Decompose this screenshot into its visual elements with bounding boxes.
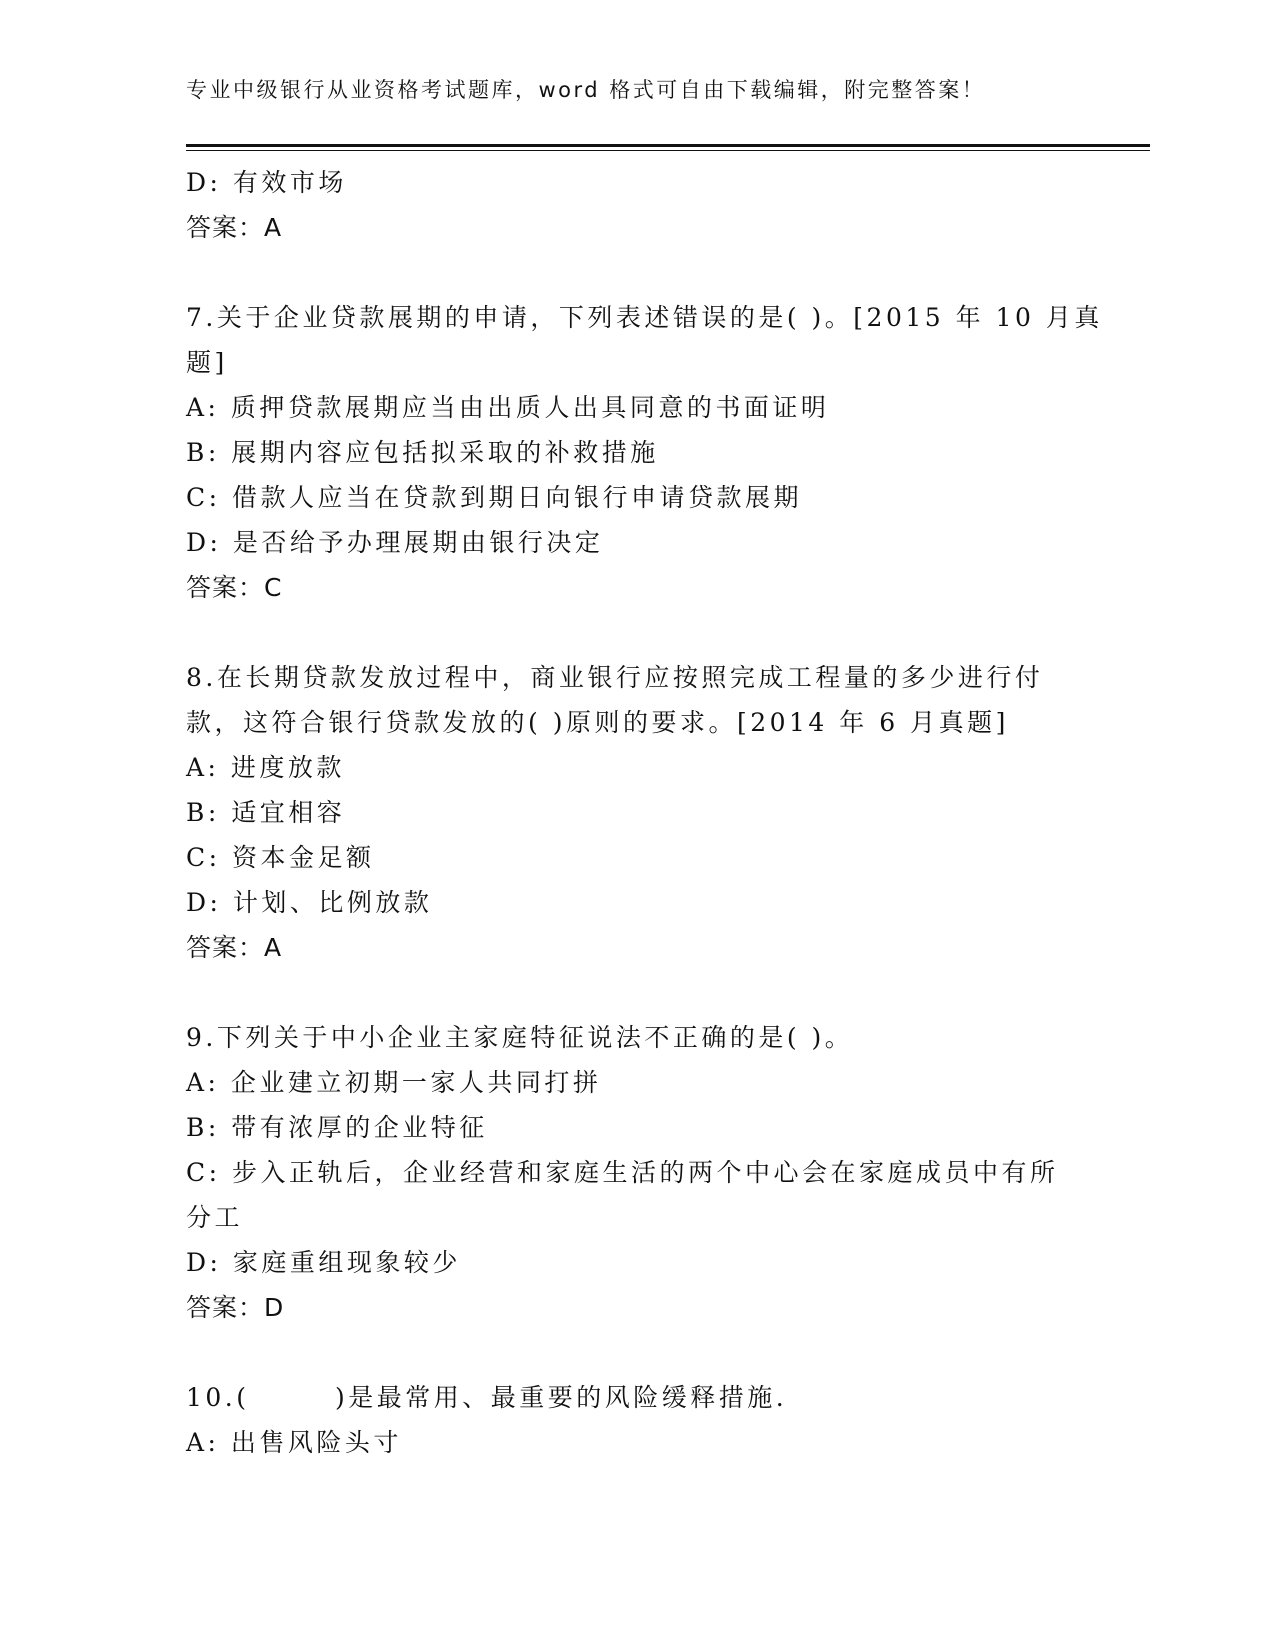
option-c: C: 步入正轨后，企业经营和家庭生活的两个中心会在家庭成员中有所 <box>186 1158 1059 1187</box>
question-stem: 8.在长期贷款发放过程中，商业银行应按照完成工程量的多少进行付 <box>186 663 1044 692</box>
spacer <box>186 250 1086 295</box>
option-d: D: 家庭重组现象较少 <box>186 1248 461 1277</box>
option-c-continued: 分工 <box>186 1203 244 1232</box>
answer-label: 答案：D <box>186 1293 285 1322</box>
page-header: 专业中级银行从业资格考试题库，word 格式可自由下载编辑，附完整答案！ <box>186 78 986 102</box>
option-d: D: 计划、比例放款 <box>186 888 433 917</box>
question-8 <box>186 655 1086 970</box>
question-stem: 款，这符合银行贷款发放的( )原则的要求。[2014 年 6 月真题] <box>186 708 1009 737</box>
question-stem: 10.( )是最常用、最重要的风险缓释措施. <box>186 1383 788 1412</box>
question-stem: 7.关于企业贷款展期的申请，下列表述错误的是( )。[2015 年 10 月真 <box>186 303 1103 332</box>
question-stem: 题] <box>186 348 228 377</box>
option-a: A: 质押贷款展期应当由出质人出具同意的书面证明 <box>186 393 830 422</box>
question-stem: 9.下列关于中小企业主家庭特征说法不正确的是( )。 <box>186 1023 854 1052</box>
question-list <box>186 160 1103 1465</box>
spacer <box>186 970 1086 1015</box>
option-d: D: 有效市场 <box>186 168 347 197</box>
option-b: B: 带有浓厚的企业特征 <box>186 1113 488 1142</box>
answer-label: 答案：C <box>186 573 283 602</box>
option-c: C: 资本金足额 <box>186 843 375 872</box>
option-b: B: 适宜相容 <box>186 798 346 827</box>
option-a: A: 企业建立初期一家人共同打拼 <box>186 1068 602 1097</box>
option-a: A: 进度放款 <box>186 753 345 782</box>
answer-label: 答案：A <box>186 933 283 962</box>
header-rule-thick <box>186 144 1150 147</box>
option-b: B: 展期内容应包括拟采取的补救措施 <box>186 438 659 467</box>
option-a: A: 出售风险头寸 <box>186 1428 402 1457</box>
option-d: D: 是否给予办理展期由银行决定 <box>186 528 604 557</box>
question-9 <box>186 1015 1086 1330</box>
spacer <box>186 1330 1086 1375</box>
question-7 <box>186 295 1103 610</box>
spacer <box>186 610 1086 655</box>
question-10 <box>186 1375 1086 1465</box>
header-rule-thin <box>186 150 1150 151</box>
option-c: C: 借款人应当在贷款到期日向银行申请贷款展期 <box>186 483 802 512</box>
answer-label: 答案：A <box>186 213 283 242</box>
